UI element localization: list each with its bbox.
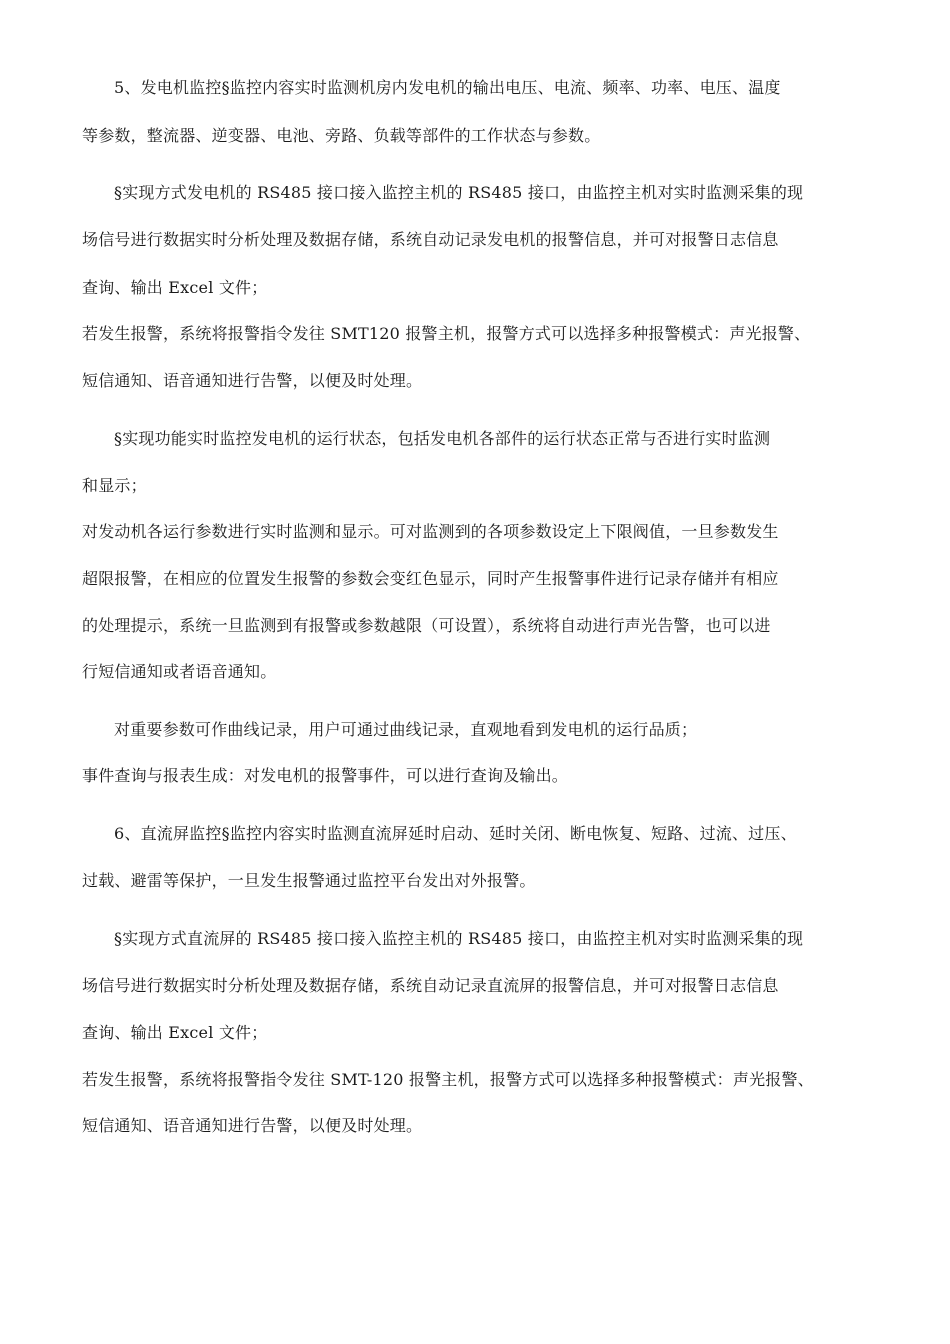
paragraph-line: §实现方式直流屏的 RS485 接口接入监控主机的 RS485 接口，由监控主机对实时监测采集的现 (114, 929, 804, 948)
paragraph-line: 过载、避雷等保护，一旦发生报警通过监控平台发出对外报警。 (82, 871, 536, 890)
paragraph-line: 短信通知、语音通知进行告警，以便及时处理。 (82, 1116, 423, 1135)
paragraph-line: 等参数，整流器、逆变器、电池、旁路、负载等部件的工作状态与参数。 (82, 126, 601, 145)
paragraph-line: 若发生报警，系统将报警指令发往 SMT120 报警主机，报警方式可以选择多种报警模式：声光报警、 (82, 324, 811, 343)
paragraph-line: 事件查询与报表生成：对发电机的报警事件，可以进行查询及输出。 (82, 766, 569, 785)
paragraph-line: 场信号进行数据实时分析处理及数据存储，系统自动记录直流屏的报警信息，并可对报警日志信息 (82, 976, 779, 995)
paragraph-line: 场信号进行数据实时分析处理及数据存储，系统自动记录发电机的报警信息，并可对报警日志信息 (82, 230, 779, 249)
paragraph-line: 若发生报警，系统将报警指令发往 SMT-120 报警主机，报警方式可以选择多种报警模式：声光报警、 (82, 1070, 814, 1089)
paragraph-line: §实现功能实时监控发电机的运行状态，包括发电机各部件的运行状态正常与否进行实时监测 (114, 429, 771, 448)
paragraph-line: 超限报警，在相应的位置发生报警的参数会变红色显示，同时产生报警事件进行记录存储并有相应 (82, 569, 779, 588)
paragraph-line: 的处理提示，系统一旦监测到有报警或参数越限（可设置），系统将自动进行声光告警，也可以进 (82, 616, 771, 635)
paragraph-line: 行短信通知或者语音通知。 (82, 662, 277, 681)
paragraph-line: 5、发电机监控§监控内容实时监测机房内发电机的输出电压、电流、频率、功率、电压、温度 (114, 78, 781, 97)
paragraph-line: 对发动机各运行参数进行实时监测和显示。可对监测到的各项参数设定上下限阀值，一旦参数发生 (82, 522, 779, 541)
paragraph-line: 短信通知、语音通知进行告警，以便及时处理。 (82, 371, 423, 390)
paragraph-line: §实现方式发电机的 RS485 接口接入监控主机的 RS485 接口，由监控主机对实时监测采集的现 (114, 183, 804, 202)
paragraph-line: 查询、输出 Excel 文件； (82, 1023, 268, 1042)
paragraph-line: 对重要参数可作曲线记录，用户可通过曲线记录，直观地看到发电机的运行品质； (114, 720, 698, 739)
paragraph-line: 6、直流屏监控§监控内容实时监测直流屏延时启动、延时关闭、断电恢复、短路、过流、过压、 (114, 824, 797, 843)
paragraph-line: 查询、输出 Excel 文件； (82, 278, 268, 297)
paragraph-line: 和显示； (82, 476, 147, 495)
